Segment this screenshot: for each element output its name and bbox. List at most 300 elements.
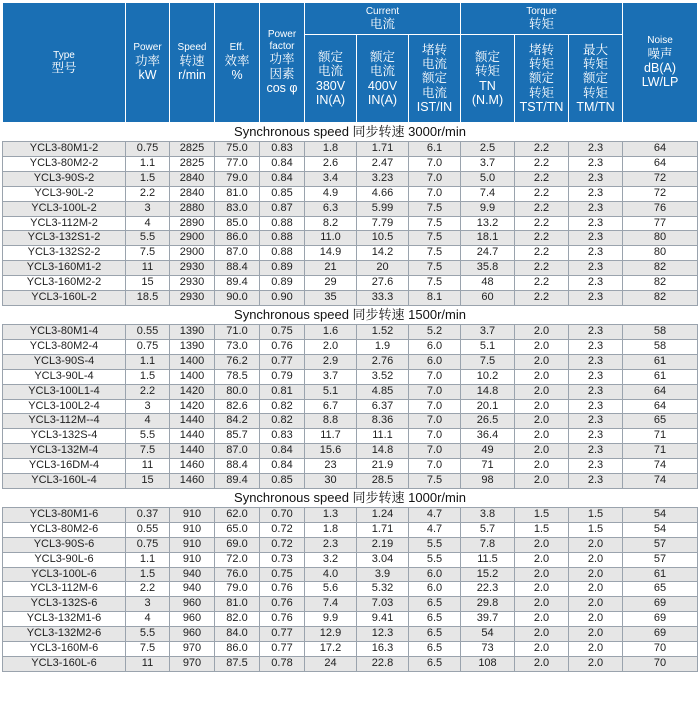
table-cell: 18.1 [461,231,515,246]
table-cell: 0.76 [260,339,305,354]
table-cell: 3.7 [461,324,515,339]
table-cell: 2825 [170,156,215,171]
table-cell: 26.5 [461,414,515,429]
table-cell: 33.3 [357,291,409,306]
table-cell: 78.5 [215,369,260,384]
col-type-header: Type 型号 [3,3,126,123]
table-cell: 12.9 [305,627,357,642]
table-cell: 1.5 [569,507,623,522]
table-cell: 0.79 [260,369,305,384]
table-cell: 54 [623,522,698,537]
table-row [3,384,698,399]
table-cell: 960 [170,627,215,642]
table-cell: 80.0 [215,384,260,399]
table-cell: 2.0 [515,339,569,354]
table-cell: 2.0 [569,642,623,657]
type-cell: YCL3-160L-2 [3,291,126,306]
table-cell: 0.88 [260,231,305,246]
table-cell: 0.84 [260,156,305,171]
table-row [3,474,698,489]
type-cell: YCL3-100L-2 [3,201,126,216]
table-cell: 28.5 [357,474,409,489]
table-row [3,567,698,582]
table-cell: 7.5 [409,231,461,246]
table-row [3,627,698,642]
table-row [3,642,698,657]
table-cell: 4.7 [409,507,461,522]
col-locked-torque-header: 堵转 转矩 额定 转矩 TST/TN [515,35,569,123]
table-cell: 960 [170,612,215,627]
table-cell: 5.1 [461,339,515,354]
table-cell: 1.1 [126,354,170,369]
type-cell: YCL3-16DM-4 [3,459,126,474]
table-cell: 7.0 [409,186,461,201]
table-cell: 54 [461,627,515,642]
table-cell: 58 [623,324,698,339]
table-cell: 6.0 [409,339,461,354]
table-cell: 3.7 [461,156,515,171]
col-power-header: Power 功率 kW [126,3,170,123]
table-cell: 7.5 [409,276,461,291]
table-cell: 2.0 [515,597,569,612]
table-cell: 1460 [170,459,215,474]
table-cell: 6.5 [409,657,461,672]
table-cell: 2.76 [357,354,409,369]
table-cell: 21 [305,261,357,276]
table-cell: 2.2 [126,186,170,201]
table-cell: 7.5 [409,261,461,276]
table-cell: 24.7 [461,246,515,261]
table-cell: 23 [305,459,357,474]
table-cell: 3.4 [305,171,357,186]
table-cell: 0.72 [260,522,305,537]
table-cell: 2.3 [569,384,623,399]
type-cell: YCL3-132S2-2 [3,246,126,261]
table-cell: 2.3 [569,171,623,186]
table-cell: 71.0 [215,324,260,339]
table-row [3,552,698,567]
table-cell: 61 [623,369,698,384]
type-cell: YCL3-90L-4 [3,369,126,384]
table-cell: 35.8 [461,261,515,276]
table-cell: 0.78 [260,657,305,672]
table-cell: 72.0 [215,552,260,567]
table-cell: 2.0 [515,474,569,489]
section-title: Synchronous speed 同步转速 3000r/min [3,123,698,142]
col-rated-torque-header: 额定 转矩 TN (N.M) [461,35,515,123]
table-cell: 3 [126,201,170,216]
table-cell: 2.3 [569,399,623,414]
table-cell: 5.5 [126,231,170,246]
table-cell: 0.75 [126,339,170,354]
table-cell: 1420 [170,399,215,414]
table-cell: 0.72 [260,537,305,552]
table-cell: 82 [623,261,698,276]
motor-spec-sheet [2,2,697,672]
table-cell: 1.3 [305,507,357,522]
table-cell: 2.3 [569,354,623,369]
table-cell: 5.5 [126,627,170,642]
table-cell: 79.0 [215,171,260,186]
table-cell: 22.3 [461,582,515,597]
table-cell: 82.6 [215,399,260,414]
table-cell: 49 [461,444,515,459]
table-row [3,231,698,246]
table-cell: 1.5 [126,171,170,186]
table-cell: 2.0 [515,537,569,552]
table-cell: 87.0 [215,246,260,261]
table-cell: 82.0 [215,612,260,627]
table-cell: 69 [623,612,698,627]
table-cell: 2.0 [569,567,623,582]
table-cell: 6.3 [305,201,357,216]
table-cell: 7.5 [409,216,461,231]
table-cell: 2.0 [515,384,569,399]
table-cell: 15.6 [305,444,357,459]
table-cell: 20.1 [461,399,515,414]
table-cell: 9.9 [461,201,515,216]
table-cell: 27.6 [357,276,409,291]
table-cell: 2840 [170,186,215,201]
table-cell: 77.0 [215,156,260,171]
table-row [3,657,698,672]
table-cell: 0.84 [260,171,305,186]
table-row [3,537,698,552]
col-noise-header: Noise 噪声 dB(A) LW/LP [623,3,698,123]
torque-group-header: Torque 转矩 [461,3,623,35]
table-cell: 5.0 [461,171,515,186]
table-cell: 3.9 [357,567,409,582]
table-row [3,246,698,261]
table-cell: 84.0 [215,627,260,642]
table-cell: 89.4 [215,474,260,489]
table-cell: 7.0 [409,399,461,414]
table-cell: 3.7 [305,369,357,384]
type-cell: YCL3-90S-4 [3,354,126,369]
table-cell: 14.8 [357,444,409,459]
col-max-torque-header: 最大 转矩 额定 转矩 TM/TN [569,35,623,123]
table-cell: 64 [623,399,698,414]
table-cell: 1.24 [357,507,409,522]
table-cell: 58 [623,339,698,354]
table-cell: 10.5 [357,231,409,246]
table-cell: 2.3 [569,261,623,276]
table-cell: 4.7 [409,522,461,537]
table-cell: 0.85 [260,186,305,201]
table-cell: 1.1 [126,156,170,171]
col-current-380v-header: 额定 电流 380V IN(A) [305,35,357,123]
type-cell: YCL3-132M2-6 [3,627,126,642]
table-cell: 2.0 [515,552,569,567]
table-cell: 8.8 [305,414,357,429]
table-cell: 62.0 [215,507,260,522]
table-cell: 2.3 [569,429,623,444]
table-cell: 7.0 [409,384,461,399]
table-cell: 2.2 [515,201,569,216]
table-cell: 2.0 [515,627,569,642]
table-cell: 2.0 [569,657,623,672]
table-cell: 940 [170,582,215,597]
table-cell: 2.0 [515,429,569,444]
table-cell: 1390 [170,339,215,354]
table-cell: 4.0 [305,567,357,582]
table-row [3,369,698,384]
table-cell: 7.0 [409,369,461,384]
table-cell: 71 [623,429,698,444]
table-cell: 0.88 [260,246,305,261]
type-cell: YCL3-90L-2 [3,186,126,201]
table-cell: 6.37 [357,399,409,414]
table-cell: 2.3 [569,156,623,171]
table-cell: 71 [623,444,698,459]
table-cell: 2890 [170,216,215,231]
table-cell: 2.3 [569,324,623,339]
table-row [3,171,698,186]
table-cell: 2880 [170,201,215,216]
table-cell: 2.3 [569,369,623,384]
table-cell: 7.79 [357,216,409,231]
table-cell: 14.2 [357,246,409,261]
table-cell: 2.3 [569,474,623,489]
table-cell: 2.0 [569,582,623,597]
table-cell: 1400 [170,369,215,384]
table-cell: 2.2 [515,246,569,261]
type-cell: YCL3-160M1-2 [3,261,126,276]
type-cell: YCL3-132S-4 [3,429,126,444]
table-cell: 81.0 [215,186,260,201]
table-cell: 1440 [170,429,215,444]
table-cell: 65 [623,414,698,429]
table-row [3,156,698,171]
table-cell: 76 [623,201,698,216]
table-cell: 3 [126,399,170,414]
table-cell: 2.0 [305,339,357,354]
table-header [3,3,698,123]
table-cell: 5.5 [126,429,170,444]
table-cell: 4 [126,612,170,627]
table-cell: 2.3 [569,414,623,429]
table-cell: 89.4 [215,276,260,291]
table-cell: 0.84 [260,444,305,459]
table-cell: 0.84 [260,459,305,474]
table-cell: 5.32 [357,582,409,597]
type-cell: YCL3-80M2-2 [3,156,126,171]
table-cell: 15 [126,474,170,489]
table-cell: 48 [461,276,515,291]
table-row [3,399,698,414]
table-cell: 2930 [170,276,215,291]
table-cell: 1.5 [126,567,170,582]
table-cell: 85.0 [215,216,260,231]
table-cell: 0.82 [260,399,305,414]
table-cell: 2.3 [569,444,623,459]
type-cell: YCL3-160M2-2 [3,276,126,291]
table-row [3,276,698,291]
table-cell: 2825 [170,142,215,157]
section-title: Synchronous speed 同步转速 1500r/min [3,305,698,324]
table-cell: 7.4 [461,186,515,201]
table-cell: 7.0 [409,156,461,171]
table-cell: 2900 [170,246,215,261]
table-row [3,597,698,612]
table-cell: 7.5 [409,474,461,489]
type-cell: YCL3-80M1-4 [3,324,126,339]
table-cell: 6.5 [409,627,461,642]
table-cell: 2.2 [126,384,170,399]
table-cell: 940 [170,567,215,582]
table-cell: 74 [623,459,698,474]
table-cell: 2.6 [305,156,357,171]
table-cell: 0.77 [260,354,305,369]
table-cell: 87.0 [215,444,260,459]
table-cell: 3.8 [461,507,515,522]
type-cell: YCL3-112M-2 [3,216,126,231]
table-cell: 2.3 [569,186,623,201]
table-row [3,522,698,537]
table-cell: 2.2 [515,142,569,157]
table-cell: 6.5 [409,597,461,612]
table-cell: 5.5 [409,537,461,552]
table-cell: 64 [623,384,698,399]
table-cell: 2.0 [515,354,569,369]
col-locked-current-header: 堵转 电流 额定 电流 IST/IN [409,35,461,123]
table-cell: 87.5 [215,657,260,672]
table-cell: 8.36 [357,414,409,429]
table-row [3,354,698,369]
table-cell: 2.2 [515,291,569,306]
table-cell: 2.3 [569,246,623,261]
table-cell: 1.5 [515,522,569,537]
table-cell: 0.77 [260,642,305,657]
type-cell: YCL3-132M-4 [3,444,126,459]
table-row [3,444,698,459]
table-cell: 70 [623,657,698,672]
col-speed-header: Speed 转速 r/min [170,3,215,123]
table-cell: 14.9 [305,246,357,261]
table-cell: 2.0 [515,459,569,474]
table-row [3,201,698,216]
table-cell: 36.4 [461,429,515,444]
table-row [3,459,698,474]
table-cell: 2.3 [569,459,623,474]
table-cell: 83.0 [215,201,260,216]
table-cell: 0.37 [126,507,170,522]
section-title: Synchronous speed 同步转速 1000r/min [3,488,698,507]
type-cell: YCL3-132M1-6 [3,612,126,627]
table-cell: 65 [623,582,698,597]
table-cell: 2.2 [515,171,569,186]
table-cell: 77 [623,216,698,231]
table-cell: 80 [623,246,698,261]
table-cell: 2.2 [515,186,569,201]
table-cell: 7.4 [305,597,357,612]
col-eff-header: Eff. 效率 % [215,3,260,123]
table-cell: 1.1 [126,552,170,567]
table-cell: 2.0 [569,612,623,627]
table-cell: 74 [623,474,698,489]
type-cell: YCL3-132S1-2 [3,231,126,246]
type-cell: YCL3-112M--4 [3,414,126,429]
table-cell: 72 [623,186,698,201]
table-cell: 11 [126,459,170,474]
table-cell: 85.7 [215,429,260,444]
table-cell: 970 [170,642,215,657]
table-cell: 7.0 [409,171,461,186]
table-cell: 2.3 [569,201,623,216]
table-cell: 61 [623,567,698,582]
table-cell: 2.19 [357,537,409,552]
table-cell: 7.03 [357,597,409,612]
table-cell: 0.76 [260,612,305,627]
table-cell: 3.52 [357,369,409,384]
table-cell: 0.70 [260,507,305,522]
type-cell: YCL3-80M2-4 [3,339,126,354]
table-cell: 6.0 [409,567,461,582]
table-cell: 6.5 [409,612,461,627]
table-row [3,142,698,157]
table-cell: 1.5 [569,522,623,537]
table-row [3,261,698,276]
table-cell: 0.89 [260,276,305,291]
type-cell: YCL3-132S-6 [3,597,126,612]
table-cell: 2.2 [515,231,569,246]
table-cell: 2.0 [569,597,623,612]
table-cell: 75.0 [215,142,260,157]
table-cell: 0.89 [260,261,305,276]
type-cell: YCL3-100L1-4 [3,384,126,399]
table-cell: 0.75 [126,537,170,552]
table-cell: 11.0 [305,231,357,246]
table-cell: 2.3 [569,276,623,291]
section-header [3,488,698,507]
table-cell: 910 [170,552,215,567]
table-cell: 29.8 [461,597,515,612]
table-cell: 61 [623,354,698,369]
table-cell: 2.9 [305,354,357,369]
table-row [3,612,698,627]
table-cell: 29 [305,276,357,291]
table-cell: 2.0 [569,552,623,567]
table-cell: 3 [126,597,170,612]
type-cell: YCL3-90L-6 [3,552,126,567]
table-row [3,324,698,339]
table-cell: 1460 [170,474,215,489]
table-cell: 5.2 [409,324,461,339]
table-cell: 15 [126,276,170,291]
section-header [3,305,698,324]
table-cell: 2840 [170,171,215,186]
table-cell: 5.5 [409,552,461,567]
table-cell: 11.5 [461,552,515,567]
table-cell: 2.3 [569,216,623,231]
table-cell: 86.0 [215,231,260,246]
table-cell: 71 [461,459,515,474]
table-cell: 80 [623,231,698,246]
table-cell: 35 [305,291,357,306]
table-cell: 2930 [170,291,215,306]
type-cell: YCL3-80M2-6 [3,522,126,537]
table-cell: 7.0 [409,429,461,444]
table-row [3,186,698,201]
table-cell: 30 [305,474,357,489]
table-cell: 7.5 [409,246,461,261]
table-cell: 2.0 [515,444,569,459]
table-cell: 76.0 [215,567,260,582]
table-cell: 10.2 [461,369,515,384]
table-cell: 5.7 [461,522,515,537]
table-cell: 11 [126,657,170,672]
table-cell: 4.85 [357,384,409,399]
